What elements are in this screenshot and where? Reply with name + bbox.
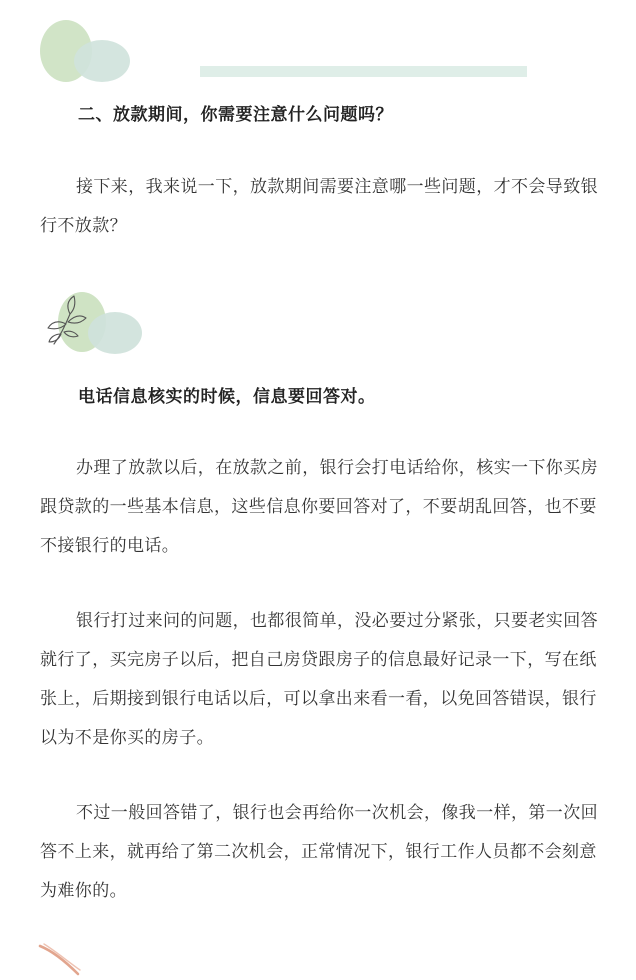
decorative-bar xyxy=(200,66,527,77)
green-blobs-icon xyxy=(38,18,133,84)
leaf-sprig-icon xyxy=(40,292,100,352)
body-paragraph: 不过一般回答错了，银行也会再给你一次机会，像我一样，第一次回答不上来，就再给了第二次机会，正常情况下，银行工作人员都不会刻意为难你的。 xyxy=(40,803,598,901)
body-paragraph: 办理了放款以后，在放款之前，银行会打电话给你，核实一下你买房跟贷款的一些基本信息，这些信息你要回答对了，不要胡乱回答，也不要不接银行的电话。 xyxy=(40,458,598,556)
body-paragraph: 银行打过来问的问题，也都很简单，没必要过分紧张，只要老实回答就行了，买完房子以后，把自己房贷跟房子的信息最好记录一下，写在纸张上，后期接到银行电话以后，可以拿出来看一看，以免回答错误，银行以为不是你买的房子。 xyxy=(40,611,598,748)
intro-paragraph: 接下来，我来说一下，放款期间需要注意哪一些问题，才不会导致银行不放款？ xyxy=(40,177,598,236)
brush-stroke-icon xyxy=(36,940,96,980)
section-heading: 二、放款期间，你需要注意什么问题吗？ xyxy=(78,105,393,125)
blob-teal xyxy=(74,40,130,82)
subsection-heading: 电话信息核实的时候，信息要回答对。 xyxy=(78,387,376,407)
leaf-icon xyxy=(40,290,148,356)
